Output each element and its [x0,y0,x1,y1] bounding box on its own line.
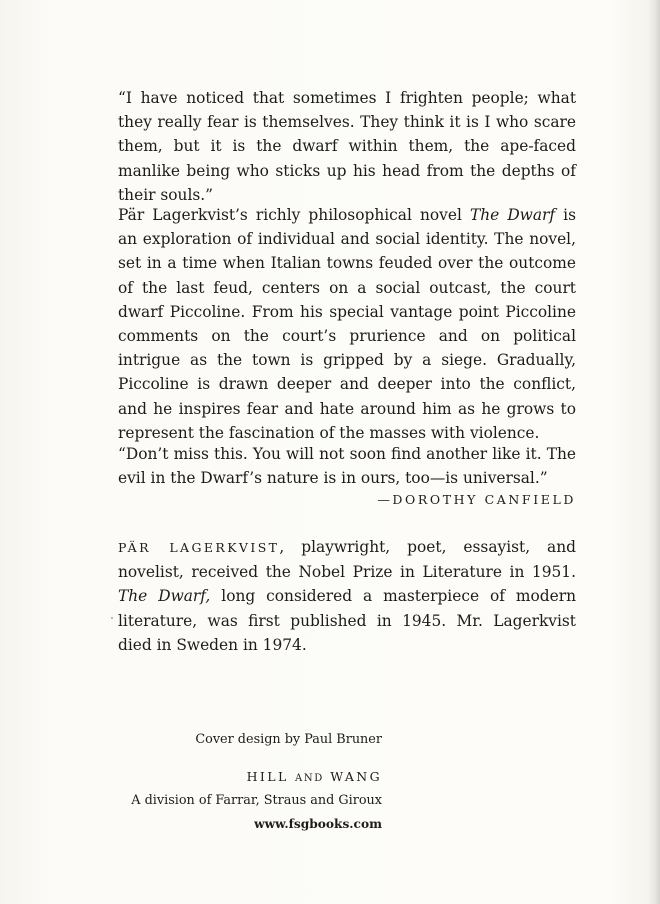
book-description [118,203,576,445]
author-bio-text [118,535,576,657]
publisher-name-part2: WANG [330,769,382,784]
author-bio [118,535,576,657]
review-attribution: —DOROTHY CANFIELD [377,492,576,507]
page-edge-shadow [648,0,660,904]
print-speck [111,617,113,619]
publisher-division: A division of Farrar, Straus and Giroux [131,793,382,808]
publisher-name-part1: HILL [246,769,289,784]
book-description-text [118,203,576,445]
author-bio-part2: long considered a masterpiece of modern literature, was first published in 1945. Mr. Lagerkvist died in Sweden in 1974. [118,587,577,654]
review-quote-text: “Don’t miss this. You will not soon find another like it. The evil in the Dwarf’s nature is in ours, too—is universal.” [118,445,576,488]
opening-quote-text: “I have noticed that sometimes I frighten people; what they really fear is themselves. They think it is I who scare them, but it is the dwarf within them, the ape-faced manlike being who sticks up his head from the depths of their souls.” [118,89,576,204]
publisher-website: www.fsgbooks.com [254,817,382,831]
author-bio-part1: , playwright, poet, essayist, and novelist, received the Nobel Prize in Literature in 1951. [118,538,576,582]
cover-design-credit: Cover design by Paul Bruner [195,732,382,747]
review-quote [118,442,576,490]
publisher-name [118,769,382,784]
author-name: PÄR LAGERKVIST [118,540,280,555]
author-bio-book-title: The Dwarf, [118,587,211,606]
description-book-title: The Dwarf [469,206,556,224]
opening-quote [118,86,576,207]
description-suffix: is an exploration of individual and social identity. The novel, set in a time when Italian towns feuded over the outcome of the last feud, centers on a social outcast, the court dwarf Piccoline. From his special vantage point Piccoline comments on the court’s prurience and on political intrigue as the town is gripped by a siege. Gradually, Piccoline is drawn deeper and deeper into the conflict, and he inspires fear and hate around him as he grows to represent the fascination of the masses with violence. [118,206,577,442]
description-prefix: Pär Lagerkvist’s richly philosophical novel [118,206,470,224]
publisher-name-and: AND [295,773,324,784]
